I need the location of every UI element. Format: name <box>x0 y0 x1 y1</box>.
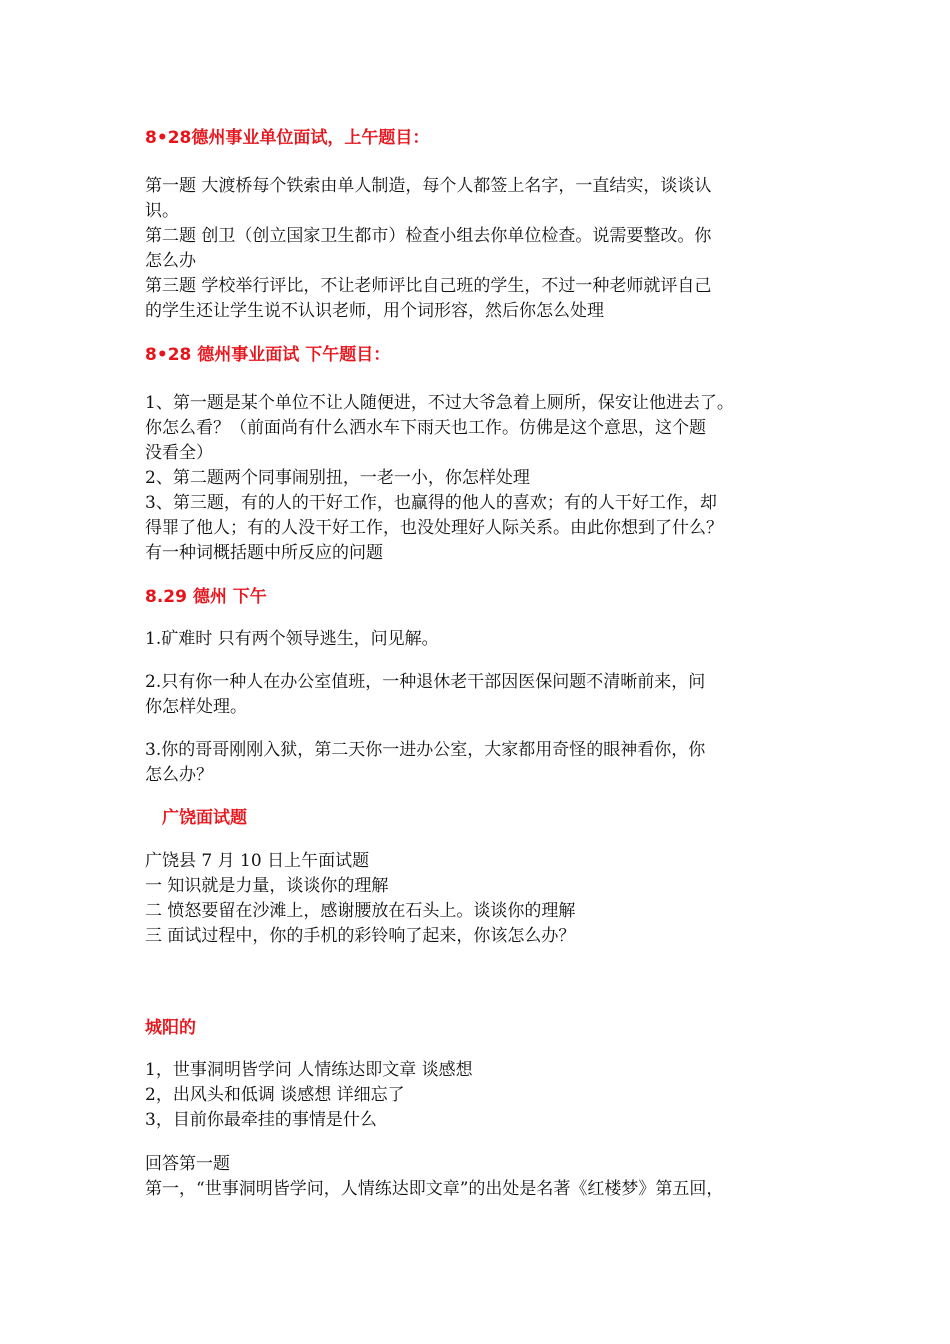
text-line: 怎么办？ <box>145 765 213 785</box>
text-line: 你怎么看？（前面尚有什么洒水车下雨天也工作。仿佛是这个意思，这个题 <box>145 418 706 438</box>
text-line: 你怎样处理。 <box>145 697 247 717</box>
section-heading-dezhou-829: 8.29 德州 下午 <box>145 587 267 607</box>
text-line: 2、第二题两个同事闹别扭，一老一小，你怎样处理 <box>145 468 530 488</box>
text-line: 二 愤怒要留在沙滩上，感谢腰放在石头上。谈谈你的理解 <box>145 901 576 921</box>
section-heading-guangrao: 广饶面试题 <box>162 808 247 828</box>
text-line: 1、第一题是某个单位不让人随便进，不过大爷急着上厕所，保安让他进去了。 <box>145 393 734 413</box>
text-line: 1，世事洞明皆学问 人情练达即文章 谈感想 <box>145 1060 473 1080</box>
text-line: 得罪了他人；有的人没干好工作，也没处理好人际关系。由此你想到了什么？ <box>145 518 723 538</box>
text-line: 2，出风头和低调 谈感想 详细忘了 <box>145 1085 405 1105</box>
text-line: 一 知识就是力量，谈谈你的理解 <box>145 876 389 896</box>
text-line: 识。 <box>145 201 179 221</box>
text-line: 2.只有你一种人在办公室值班，一种退休老干部因医保问题不清晰前来，问 <box>145 672 706 692</box>
text-line: 3、第三题，有的人的干好工作，也赢得的他人的喜欢；有的人干好工作，却 <box>145 493 717 513</box>
text-line: 的学生还让学生说不认识老师，用个词形容，然后你怎么处理 <box>145 301 604 321</box>
text-line: 回答第一题 <box>145 1154 230 1174</box>
text-line: 第三题 学校举行评比，不让老师评比自己班的学生，不过一种老师就评自己 <box>145 276 712 296</box>
text-line: 三 面试过程中，你的手机的彩铃响了起来，你该怎么办？ <box>145 926 576 946</box>
text-line: 3，目前你最牵挂的事情是什么 <box>145 1110 377 1130</box>
text-line: 没看全） <box>145 443 213 463</box>
section-heading-chengyang: 城阳的 <box>145 1018 196 1038</box>
text-line: 第一，“世事洞明皆学问，人情练达即文章”的出处是名著《红楼梦》第五回， <box>145 1179 724 1199</box>
text-line: 怎么办 <box>145 251 196 271</box>
text-line: 有一种词概括题中所反应的问题 <box>145 543 383 563</box>
text-line: 第一题 大渡桥每个铁索由单人制造，每个人都签上名字，一直结实，谈谈认 <box>145 176 712 196</box>
text-line: 3.你的哥哥刚刚入狱，第二天你一进办公室，大家都用奇怪的眼神看你，你 <box>145 740 706 760</box>
section-heading-dezhou-morning: 8•28德州事业单位面试，上午题目： <box>145 128 430 148</box>
text-line: 广饶县 7 月 10 日上午面试题 <box>145 851 370 871</box>
section-heading-dezhou-afternoon: 8•28 德州事业面试 下午题目： <box>145 345 391 365</box>
text-line: 1.矿难时 只有两个领导逃生，问见解。 <box>145 629 439 649</box>
text-line: 第二题 创卫（创立国家卫生都市）检查小组去你单位检查。说需要整改。你 <box>145 226 712 246</box>
